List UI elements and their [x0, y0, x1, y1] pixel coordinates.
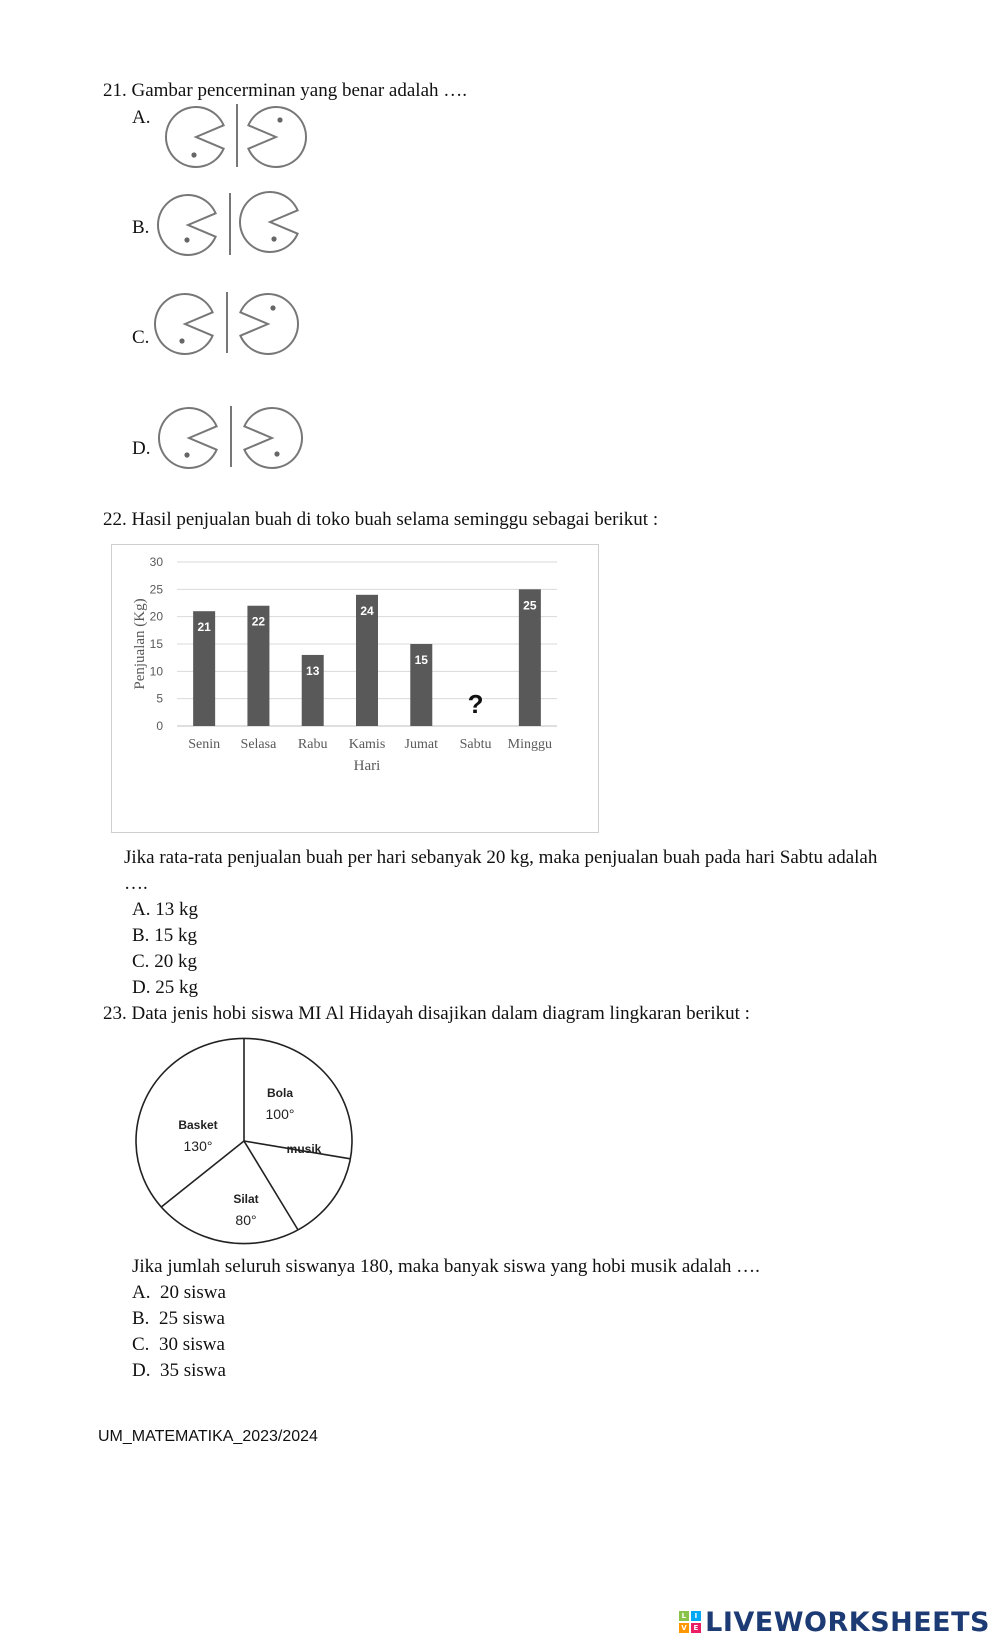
- q22-text: Hasil penjualan buah di toko buah selama seminggu sebagai berikut :: [131, 509, 659, 530]
- option-b-left-pacman-icon: [158, 195, 216, 255]
- liveworksheets-icon: L I V E: [679, 1611, 701, 1633]
- option-b-figure[interactable]: [158, 192, 298, 255]
- q23-option-d[interactable]: [132, 1359, 226, 1383]
- x-tick-label-sabtu: Sabtu: [459, 737, 492, 752]
- q23-heading: [103, 1002, 750, 1026]
- data-label-jumat: 15: [414, 653, 428, 667]
- q23-number: 23.: [103, 1003, 127, 1024]
- option-c-figure[interactable]: [155, 292, 298, 354]
- option-c-left-eye-icon: [179, 338, 184, 343]
- q23-option-d-label: D.: [132, 1360, 151, 1381]
- x-tick-label-minggu: Minggu: [507, 737, 553, 752]
- option-b-right-eye-icon: [271, 236, 276, 241]
- x-tick-label-kamis: Kamis: [348, 737, 386, 752]
- option-d-figure[interactable]: [159, 406, 302, 468]
- q23-option-c-label: C.: [132, 1334, 150, 1355]
- option-b-right-pacman-icon: [240, 192, 298, 252]
- q22-option-d[interactable]: [132, 976, 198, 1000]
- option-a-right-pacman-icon: [248, 107, 306, 167]
- y-tick-label-15: 15: [149, 637, 163, 651]
- pie-chart: [130, 1030, 360, 1250]
- x-tick-label-selasa: Selasa: [240, 737, 277, 752]
- q23-option-a-label: A.: [132, 1282, 151, 1303]
- x-tick-label-senin: Senin: [188, 737, 221, 752]
- footer-text: UM_MATEMATIKA_2023/2024: [98, 1428, 318, 1445]
- q22-heading: [103, 508, 658, 532]
- option-d-left-pacman-icon: [159, 408, 217, 468]
- q23-option-b[interactable]: [132, 1307, 225, 1331]
- y-tick-label-10: 10: [149, 664, 163, 679]
- q21-option-d-label[interactable]: D.: [132, 438, 151, 459]
- q21-option-c-label[interactable]: C.: [132, 327, 150, 348]
- data-label-selasa: 22: [251, 614, 266, 629]
- q22-option-c[interactable]: [132, 950, 197, 974]
- q22-question-line2: ….: [124, 873, 148, 894]
- option-d-right-eye-icon: [274, 451, 279, 456]
- q23-option-b-label: B.: [132, 1308, 150, 1329]
- pie-value-basket: 130°: [183, 1138, 213, 1154]
- pie-label-basket: Basket: [178, 1118, 218, 1132]
- data-label-kamis: 24: [360, 603, 374, 618]
- brand-name: LIVEWORKSHEETS: [705, 1606, 990, 1638]
- option-c-left-pacman-icon: [155, 294, 213, 354]
- q22-option-b[interactable]: [132, 924, 197, 948]
- q23-option-a-text: 20 siswa: [159, 1282, 226, 1303]
- x-tick-label-jumat: Jumat: [404, 737, 439, 752]
- q22-question-line1: Jika rata-rata penjualan buah per hari sebanyak 20 kg, maka penjualan buah pada hari Sabtu adalah: [124, 847, 878, 868]
- data-label-minggu: 25: [523, 598, 537, 613]
- pie-label-musik: musik: [286, 1142, 322, 1156]
- q22-option-c-text: 20 kg: [154, 951, 197, 972]
- bar-chart: [111, 544, 599, 833]
- q21-text: Gambar pencerminan yang benar adalah ….: [131, 80, 468, 101]
- q22-option-d-label: D.: [132, 977, 151, 998]
- q22-option-a-text: 13 kg: [155, 899, 198, 920]
- data-label-senin: 21: [197, 620, 211, 635]
- option-c-right-eye-icon: [270, 305, 275, 310]
- pie-value-silat: 80°: [235, 1212, 257, 1228]
- x-axis-label: Hari: [353, 758, 381, 774]
- q23-option-c[interactable]: [132, 1333, 225, 1357]
- y-tick-label-25: 25: [149, 582, 163, 597]
- q22-number: 22.: [103, 509, 127, 530]
- q23-option-c-text: 30 siswa: [158, 1334, 225, 1355]
- y-tick-label-0: 0: [156, 719, 163, 733]
- q23-question: Jika jumlah seluruh siswanya 180, maka banyak siswa yang hobi musik adalah ….: [132, 1256, 760, 1277]
- q22-option-a-label: A.: [132, 899, 151, 920]
- y-axis-label: Penjualan (Kg): [132, 598, 148, 690]
- y-tick-label-5: 5: [156, 691, 163, 706]
- option-d-right-pacman-icon: [244, 408, 302, 468]
- q21-option-a-label[interactable]: A.: [132, 107, 151, 128]
- option-a-right-eye-icon: [277, 117, 282, 122]
- q22-option-d-text: 25 kg: [155, 977, 198, 998]
- y-tick-label-20: 20: [149, 609, 163, 624]
- q22-option-b-label: B.: [132, 925, 150, 946]
- q22-option-c-label: C.: [132, 951, 150, 972]
- q23-option-d-text: 35 siswa: [159, 1360, 226, 1381]
- x-tick-label-rabu: Rabu: [297, 737, 328, 752]
- y-tick-label-30: 30: [149, 555, 163, 569]
- option-c-right-pacman-icon: [240, 294, 298, 354]
- option-d-left-eye-icon: [184, 452, 189, 457]
- q21-number: 21.: [103, 80, 127, 101]
- q22-option-a[interactable]: [132, 898, 198, 922]
- q23-option-a[interactable]: [132, 1281, 226, 1305]
- q21-option-b-label[interactable]: B.: [132, 217, 150, 238]
- brand-logo[interactable]: [679, 1605, 990, 1639]
- option-a-figure[interactable]: [166, 104, 306, 167]
- option-a-left-pacman-icon: [166, 107, 224, 167]
- option-b-left-eye-icon: [184, 237, 189, 242]
- option-a-left-eye-icon: [191, 152, 196, 157]
- q21-mirror-figures: [150, 100, 330, 470]
- q23-option-b-text: 25 siswa: [158, 1308, 225, 1329]
- pie-label-silat: Silat: [233, 1192, 259, 1206]
- data-label-sabtu: ?: [467, 689, 484, 720]
- q23-text: Data jenis hobi siswa MI Al Hidayah disajikan dalam diagram lingkaran berikut :: [131, 1003, 750, 1024]
- pie-value-bola: 100°: [265, 1106, 295, 1122]
- data-label-rabu: 13: [306, 663, 320, 678]
- pie-label-bola: Bola: [266, 1086, 294, 1100]
- q22-option-b-text: 15 kg: [154, 925, 197, 946]
